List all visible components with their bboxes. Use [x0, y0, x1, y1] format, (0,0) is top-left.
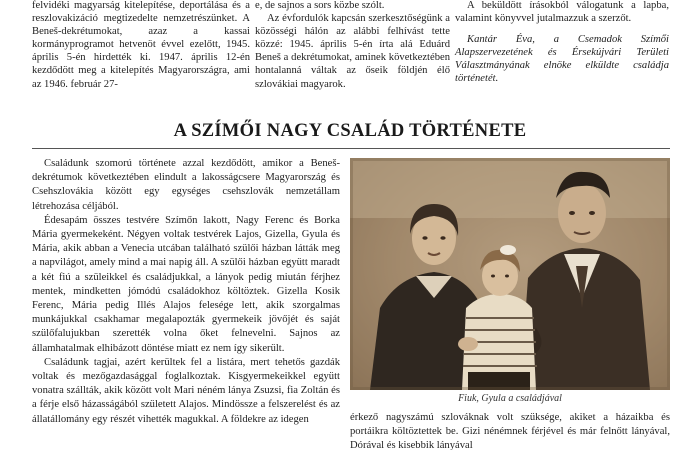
- article-paragraph-2: Édesapám összes testvére Szímőn lakott, Nagy Ferenc és Borka Mária gyermekeként. Négyen voltak testvérek Lajos, Gizella, Gyula és Mária, akik abban a Venecia utcában található szülői házban látták meg a napvilágot, amely mind a mai napig áll. A szülői házban együtt maradt a két fiú a szüleikkel és családjukkal, a lányok pedig miután férjhez mentek, mindketten jómódú családokhoz költöztek. Gizella Kosik Ferenc, Mária pedig Illés Alajos felesége lett, akik szorgalmas munkájukkal csakhamar megalapozták gyermekeik jövőjét és saját szülőfalujukban szerették volna őket felnevelni. Sajnos az államhatalmak elhibázott döntése miatt ez nem így sikerült.: [32, 214, 340, 354]
- top-column-2: [255, 0, 450, 91]
- top-column-1: [32, 0, 250, 91]
- top-column-1-text: felvidéki magyarság kitelepítése, deportálása és a reszlovakizáció megtizedelte nemzetrészünket. A Beneš-dekrétumokat, azaz a kassai kormányprogramot hetvenöt évvel ezelőtt, 1945. április 5-én hirdették ki. 1947. április 12-én kezdődött meg a kitelepítés Magyarországra, ami az 1946. február 27-: [32, 0, 250, 90]
- top-column-3-text: A beküldött írásokból válogatunk a lapba, valamint könyvvel jutalmazzuk a szerzőt.: [455, 0, 669, 25]
- family-photo-illustration: [350, 158, 670, 390]
- article-continuation-text: érkező nagyszámú szlováknak volt szüksége, akiket a házaikba és portáikra költöztettek be. Gizi nénémnek férjével és már felnőtt lányával, Dórával és kisebbik lányával: [350, 412, 670, 450]
- title-divider: [32, 148, 670, 149]
- top-column-2-text-2: Az évfordulók kapcsán szerkesztőségünk a közösségi hálón az alábbi felhívást tette közzé: 1945. április 5-én írta alá Eduárd Beneš a dekrétumokat, aminek következtében hontalanná váltak az őseik földjén élő szlovákiai magyarok.: [255, 13, 450, 90]
- top-column-3: [455, 0, 669, 86]
- article-title: A SZÍMŐI NAGY CSALÁD TÖRTÉNETE: [173, 121, 527, 141]
- top-column-2-text-1: e, de sajnos a sors közbe szólt.: [255, 0, 385, 11]
- article-body-continuation: [350, 411, 670, 450]
- article-body-left-column: [32, 157, 340, 427]
- article-paragraph-3: Családunk tagjai, azért kerültek fel a listára, mert tehetős gazdák voltak és mezőgazdasággal foglalkoztak. Kisgyermekeikkel együtt vonatra szállták, akik között volt Mari néném lánya Zsuzsi, fia Zoltán és a férje első házasságából született Alajos. Mindössze a felszerelést és az állatállomány egy részét vihették magukkal. A földekre az idegen: [32, 356, 340, 425]
- photo-caption: Fiuk, Gyula a családjával: [458, 393, 562, 404]
- article-paragraph-1: Családunk szomorú története azzal kezdődött, amikor a Beneš-dekrétumok következtében elindult a lakosságcsere Magyarország és Csehszlovákia között egy egységes csehszlovák nemzetállam létrehozása céljából.: [32, 158, 340, 212]
- family-photo: [350, 158, 670, 390]
- author-credit: Kantár Éva, a Csemadok Szímői Alapszervezetének és Érsekújvári Területi Választmányának elnöke elküldte családja történetét.: [455, 34, 669, 85]
